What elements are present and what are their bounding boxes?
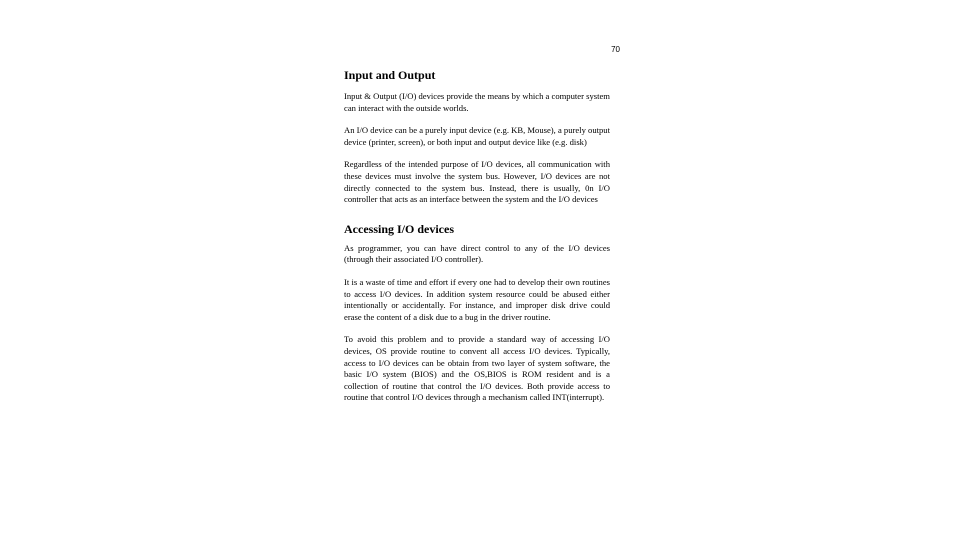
paragraph: Regardless of the intended purpose of I/O devices, all communication with these devices must involve the system bus. However, I/O devices are not directly connected to the system bus. Instead, there is usually, 0n I/O controller that acts as an interface between the system and the I/O devices	[344, 159, 610, 205]
paragraph: To avoid this problem and to provide a standard way of accessing I/O devices, OS provide routine to convent all access I/O devices. Typically, access to I/O devices can be obtain from two layer of system software, the basic I/O system (BIOS) and the OS,BIOS is ROM resident and is a collection of routine that control the I/O devices. Both provide access to routine that control I/O devices through a mechanism called INT(interrupt).	[344, 334, 610, 403]
page-number: 70	[611, 45, 620, 54]
document-body	[344, 68, 610, 415]
paragraph: Input & Output (I/O) devices provide the means by which a computer system can interact with the outside worlds.	[344, 91, 610, 113]
heading-accessing-io-devices: Accessing I/O devices	[344, 221, 454, 236]
paragraph: It is a waste of time and effort if every one had to develop their own routines to access I/O devices. In addition system resource could be abused either intentionally or accidentally. For instance, and improper disk drive could erase the content of a disk due to a bug in the driver routine.	[344, 276, 610, 322]
paragraph: An I/O device can be a purely input device (e.g. KB, Mouse), a purely output device (printer, screen), or both input and output device like (e.g. disk)	[344, 125, 610, 147]
heading-input-and-output: Input and Output	[344, 68, 436, 82]
paragraph: As programmer, you can have direct control to any of the I/O devices (through their associated I/O controller).	[344, 242, 610, 265]
